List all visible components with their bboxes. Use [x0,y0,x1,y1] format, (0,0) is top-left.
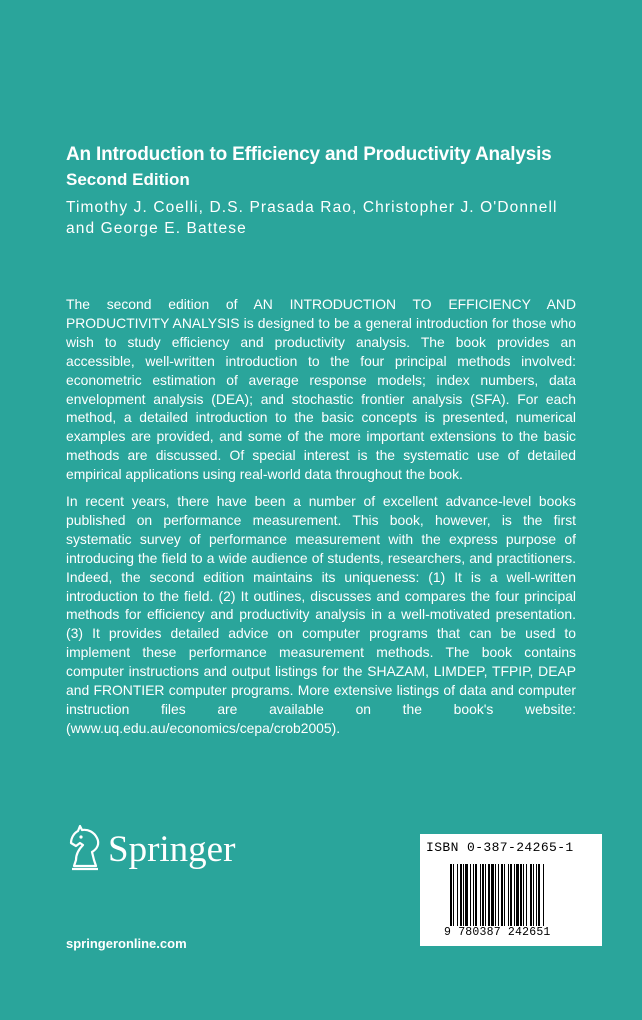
barcode-stripe [491,864,494,926]
barcode-stripe [473,864,474,926]
barcode-stripe [536,864,537,926]
barcode-stripe [501,864,503,926]
book-title: An Introduction to Efficiency and Productivity Analysis [66,144,552,165]
barcode-stripe [504,864,505,926]
barcode-stripe [470,864,471,926]
isbn-number: ISBN 0-387-24265-1 [426,840,574,855]
barcode-stripe [538,864,540,926]
barcode-stripe [475,864,477,926]
ean-number: 9 780387 242651 [444,926,551,939]
barcode-stripe [485,864,486,926]
barcode-stripe [480,864,481,926]
publisher-website: springeronline.com [66,936,187,951]
barcode-stripe [495,864,496,926]
barcode-stripe [488,864,490,926]
barcode-stripe [457,864,458,926]
isbn-barcode [420,834,602,946]
barcode-stripe [465,864,468,926]
barcode-stripe [510,864,512,926]
barcode-stripe [453,864,454,926]
barcode-stripe [526,864,527,926]
barcode-stripe [514,864,515,926]
barcode-stripe [482,864,484,926]
chess-knight-icon [66,822,106,872]
barcode-stripe [463,864,464,926]
barcode-stripe [498,864,499,926]
publisher-name: Springer [108,829,236,870]
barcode-stripe [516,864,519,926]
authors-line-2: and George E. Battese [66,220,247,237]
edition-label: Second Edition [66,170,190,189]
barcode-stripe [450,864,452,926]
barcode-stripe [530,864,532,926]
author-list [66,197,606,239]
barcode-stripe [543,864,544,926]
description-paragraph-1: The second edition of AN INTRODUCTION TO EFFICIENCY AND PRODUCTIVITY ANALYSIS is designed to be a general introduction for those who wish to study efficiency and productivity analysis. The book provides an accessible, well-written introduction to the four principal methods involved: econometric estimation of average response models; index numbers, data envelopment analysis (DEA); and stochastic frontier analysis (SFA). For each method, a detailed introduction to the basic concepts is presented, numerical examples are provided, and some of the more important extensions to the basic methods are discussed. Of special interest is the systematic use of detailed empirical applications using real-world data throughout the book. [66,296,576,483]
description-paragraph-2: In recent years, there have been a number of excellent advance-level books published on performance measurement. This book, however, is the first systematic survey of performance measurement with the express purpose of introducing the field to a wide audience of students, researchers, and practitioners. Indeed, the second edition maintains its uniqueness: (1) It is a well-written introduction to the field. (2) It outlines, discusses and compares the four principal methods for efficiency and productivity analysis in a well-motivated presentation. (3) It provides detailed advice on computer programs that can be used to implement these performance measurement methods. The book contains computer instructions and output listings for the SHAZAM, LIMDEP, TFPIP, DEAP and FRONTIER computer programs. More extensive listings of data and computer instruction files are available on the book's website: (www.uq.edu.au/economics/cepa/crob2005). [66,493,576,736]
barcode-stripe [533,864,534,926]
barcode-stripe [523,864,524,926]
barcode-stripe [508,864,509,926]
barcode-stripe [460,864,462,926]
barcode-bars [450,864,576,926]
authors-line-1: Timothy J. Coelli, D.S. Prasada Rao, Christopher J. O'Donnell [66,199,558,216]
barcode-stripe [520,864,522,926]
springer-logo [66,822,256,872]
